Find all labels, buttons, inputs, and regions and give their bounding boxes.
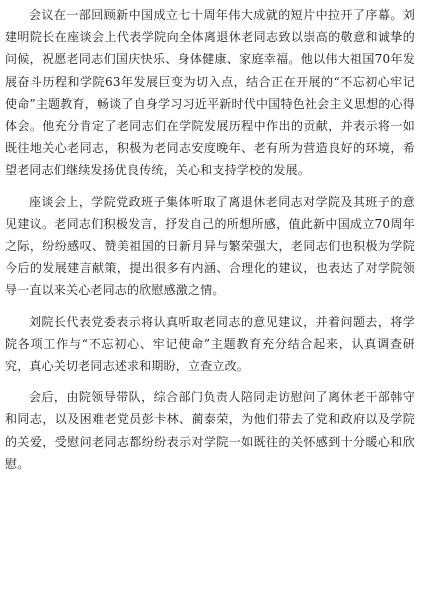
paragraph-response: 刘院长代表党委表示将认真听取老同志的意见建议，并着问题去，将学院各项工作与“不忘初心、牢记使命”主题教育充分结合起来，认真调查研究，真心关切老同志述求和期盼，立查立改。: [5, 314, 415, 374]
paragraph-visits: 会后，由院领导带队，综合部门负责人陪同走访慰问了离休老干部韩守和同志，以及困难老党员彭卡林、蔺泰荣，为他们带去了党和政府以及学院的关爱，受慰问老同志都纷纷表示对学院一如既往的关怀感到十分暖心和欣慰。: [5, 390, 415, 471]
paragraph-opening: 会议在一部回顾新中国成立七十周年伟大成就的短片中拉开了序幕。刘建明院长在座谈会上代表学院向全体离退休老同志致以崇高的敬意和诚挚的问候，祝愿老同志们国庆快乐、身体健康、家庭幸福。他以伟大祖国70年发展奋斗历程和学院63年发展巨变为切入点，结合正在开展的“不忘初心牢记使命”主题教育，畅谈了自身学习习近平新时代中国特色社会主义思想的心得体会。他充分肯定了老同志们在学院发展历程中作出的贡献，并表示将一如既往地关心老同志，积极为老同志安度晚年、老有所为营造良好的环境，希望老同志们继续发扬优良传统，关心和支持学校的发展。: [5, 8, 415, 178]
paragraph-symposium: 座谈会上，学院党政班子集体听取了离退休老同志对学院及其班子的意见建议。老同志们积极发言，抒发自己的所想所感，值此新中国成立70周年之际，纷纷感叹、赞美祖国的日新月异与繁荣强大，老同志们也积极为学院今后的发展建言献策，提出很多有内涵、合理化的建议，也表达了对学院领导一直以来关心老同志的欣慰感激之情。: [5, 194, 415, 298]
article-body: [5, 4, 415, 484]
